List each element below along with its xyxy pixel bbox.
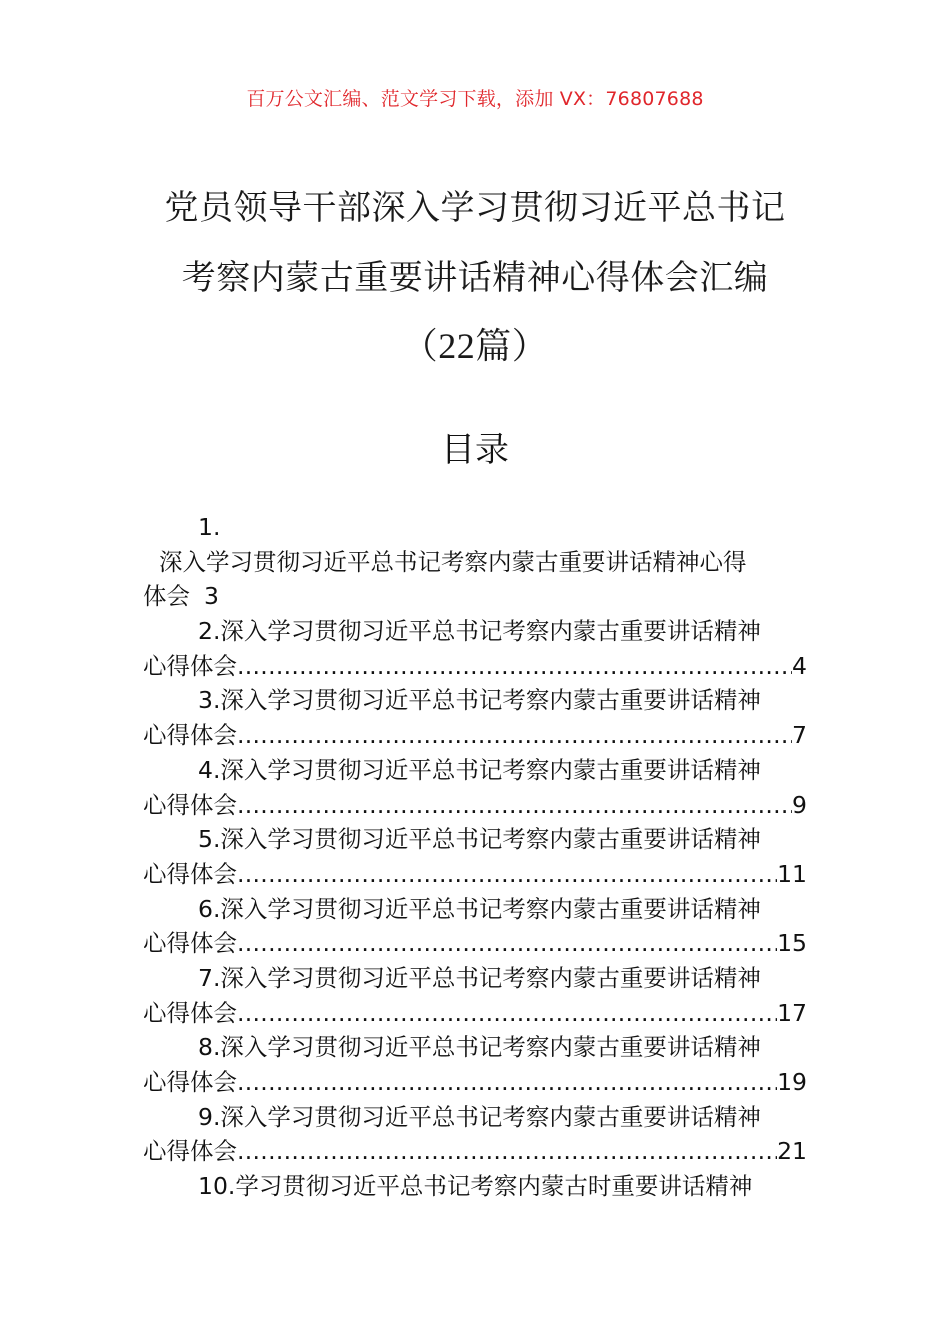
toc-entry-title[interactable]: 9.深入学习贯彻习近平总书记考察内蒙古重要讲话精神 (198, 1102, 761, 1131)
toc-entry-title[interactable]: 10.学习贯彻习近平总书记考察内蒙古时重要讲话精神 (198, 1172, 753, 1201)
toc-entry-continuation[interactable] (143, 649, 807, 684)
toc-page-number: 4 (792, 651, 807, 680)
dot-leader (237, 1065, 777, 1100)
toc-entry-title[interactable]: 4.深入学习贯彻习近平总书记考察内蒙古重要讲话精神 (198, 755, 761, 784)
toc-entry-title-end: 心得体会 (143, 1137, 237, 1166)
toc-entry-continuation[interactable] (143, 1065, 807, 1100)
toc-page-number: 17 (777, 998, 807, 1027)
toc-entry-title-end: 心得体会 (143, 929, 237, 958)
toc-page-number: 11 (777, 859, 807, 888)
toc-entry-continuation[interactable] (143, 718, 807, 753)
dot-leader (237, 996, 777, 1031)
toc-entry-title[interactable]: 7.深入学习贯彻习近平总书记考察内蒙古重要讲话精神 (198, 963, 761, 992)
toc-entry-title[interactable]: 6.深入学习贯彻习近平总书记考察内蒙古重要讲话精神 (198, 894, 761, 923)
toc-entry-continuation[interactable] (143, 579, 807, 614)
toc-entry-title[interactable]: 深入学习贯彻习近平总书记考察内蒙古重要讲话精神心得 (159, 547, 747, 576)
dot-leader (237, 788, 792, 823)
download-notice: 百万公文汇编、范文学习下载，添加 VX：76807688 (246, 88, 704, 110)
toc-page-number: 9 (792, 790, 807, 819)
document-title-line-1: 党员领导干部深入学习贯彻习近平总书记 (164, 188, 786, 228)
toc-entry-title-end: 体会 (143, 582, 190, 611)
dot-leader (237, 857, 777, 892)
toc-entry-continuation[interactable] (143, 926, 807, 961)
toc-entry-continuation[interactable] (143, 996, 807, 1031)
toc-entry-title[interactable]: 8.深入学习贯彻习近平总书记考察内蒙古重要讲话精神 (198, 1033, 761, 1062)
document-title-line-2: 考察内蒙古重要讲话精神心得体会汇编 (181, 258, 769, 298)
toc-entry-continuation[interactable] (143, 857, 807, 892)
toc-entry-title-end: 心得体会 (143, 721, 237, 750)
toc-entry-title-end: 心得体会 (143, 790, 237, 819)
dot-leader (237, 718, 792, 753)
toc-page-number: 7 (792, 721, 807, 750)
toc-page-number: 15 (777, 929, 807, 958)
toc-entry-title-end: 心得体会 (143, 1068, 237, 1096)
document-title-count: （22篇） (401, 326, 549, 366)
toc-entry-title[interactable]: 5.深入学习贯彻习近平总书记考察内蒙古重要讲话精神 (198, 825, 761, 854)
toc-entry-title-end: 心得体会 (143, 651, 237, 680)
dot-leader (237, 926, 777, 961)
dot-leader (237, 649, 792, 684)
toc-entry-title[interactable]: 3.深入学习贯彻习近平总书记考察内蒙古重要讲话精神 (198, 686, 761, 715)
toc-page-number: 21 (777, 1137, 807, 1166)
toc-entry-continuation[interactable] (143, 788, 807, 823)
toc-entry-title[interactable]: 2.深入学习贯彻习近平总书记考察内蒙古重要讲话精神 (198, 617, 761, 646)
toc-heading: 目录 (441, 430, 509, 470)
table-of-contents (143, 510, 807, 1204)
dot-leader (237, 1134, 777, 1169)
toc-entry-continuation[interactable] (143, 1134, 807, 1169)
toc-entry-title-end: 心得体会 (143, 859, 237, 888)
toc-page-number: 19 (777, 1068, 807, 1096)
toc-page-number: 3 (204, 582, 219, 611)
toc-entry-title-end: 心得体会 (143, 998, 237, 1027)
toc-entry-number[interactable]: 1. (198, 513, 221, 541)
